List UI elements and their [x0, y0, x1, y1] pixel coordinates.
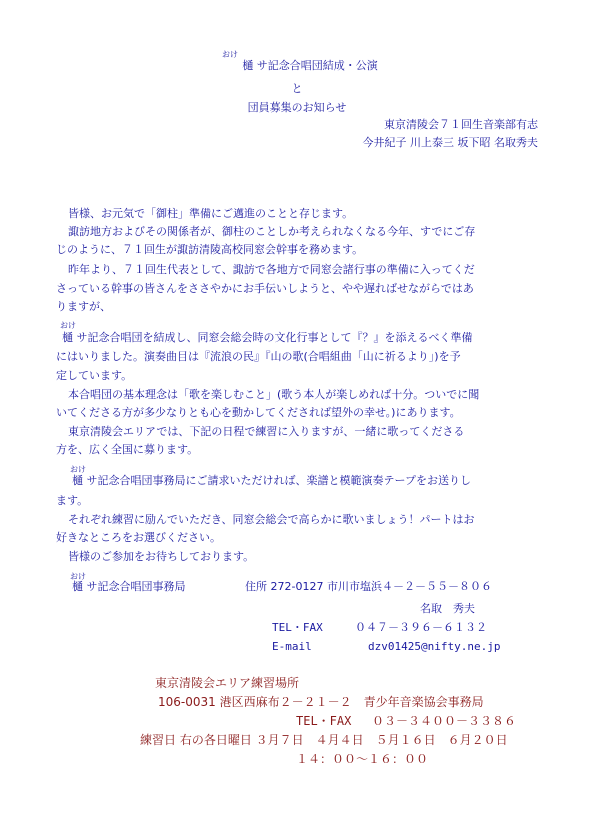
document-subtitle: 団員募集のお知らせ — [247, 101, 347, 114]
title-ruby: おけ — [222, 50, 238, 59]
body-line: 諏訪地方およびその関係者が、御柱のことしか考えられなくなる今年、すでにご存 — [68, 225, 476, 238]
ruby-text: おけ — [60, 321, 76, 330]
body-line: 樋 サ記念合唱団を結成し、同窓会総会時の文化行事として『？』を添えるべく準備 — [62, 331, 473, 344]
body-line: 定しています。 — [56, 369, 133, 382]
ruby-text: おけ — [70, 572, 86, 581]
title-connector: と — [291, 82, 303, 95]
body-line: 好きなところをお選びください。 — [56, 531, 221, 544]
body-line: 樋 サ記念合唱団事務局にご請求いただければ、楽譜と模範演奏テープをお送りし — [72, 474, 471, 487]
body-line: それぞれ練習に励んでいただき、同窓会総会で高らかに歌いましょう！パートはお — [68, 513, 475, 526]
organization: 東京清陵会７１回生音楽部有志 — [384, 118, 538, 131]
venue-tel: ０３－３４００－３３８６ — [372, 714, 517, 728]
body-line: 皆様のご参加をお待ちしております。 — [68, 550, 255, 563]
body-line: にはいりました。演奏曲目は『流浪の民』『山の歌(合唱組曲「山に祈るより」)を予 — [56, 350, 461, 363]
tel-label: TEL・FAX — [272, 621, 323, 634]
email-label: E-mail — [272, 640, 312, 653]
office-name: 樋 サ記念合唱団事務局 — [72, 580, 186, 593]
body-line: いてくださる方が多少なりとも心を動かしてくだされば望外の幸せ。)にあります。 — [56, 406, 461, 419]
office-address: 住所 272-0127 市川市塩浜４－２－５５－８０６ — [245, 580, 492, 593]
body-line: 昨年より、７１回生代表として、諏訪で各地方で同窓会諸行事の準備に入ってくだ — [68, 263, 475, 276]
member-names: 今井紀子 川上泰三 坂下昭 名取秀夫 — [362, 136, 538, 149]
tel-number: ０４７－３９６－６１３２ — [355, 621, 487, 634]
venue-tel-label: TEL・FAX — [296, 714, 352, 728]
body-line: 方を、広く全国に募ります。 — [56, 443, 199, 456]
practice-time: １４：００～１６：００ — [296, 752, 429, 766]
body-line: りますが、 — [56, 300, 111, 313]
body-line: 本合唱団の基本理念は「歌を楽しむこと」(歌う本人が楽しめれば十分。ついでに聞 — [68, 388, 480, 401]
contact-person: 名取 秀夫 — [420, 602, 475, 615]
body-line: 皆様、お元気で「御柱」準備にご邁進のことと存じます。 — [68, 207, 354, 220]
body-line: ます。 — [56, 494, 89, 507]
email-address[interactable]: dzv01425@nifty.ne.jp — [368, 640, 501, 653]
practice-dates: 練習日 右の各日曜日 ３月７日 ４月４日 ５月１６日 ６月２０日 — [140, 733, 508, 747]
venue-title: 東京清陵会エリア練習場所 — [155, 676, 300, 690]
venue-address: 106-0031 港区西麻布２－２１－２ 青少年音楽協会事務局 — [158, 695, 484, 709]
body-line: じのように、７１回生が諏訪清陵高校同窓会幹事を務めます。 — [56, 243, 364, 256]
ruby-text: おけ — [70, 465, 86, 474]
body-line: 東京清陵会エリアでは、下記の日程で練習に入りますが、一緒に歌ってくださる — [68, 425, 465, 438]
document-title: 樋 サ記念合唱団結成・公演 — [242, 59, 378, 72]
body-line: さっている幹事の皆さんをささやかにお手伝いしようと、やや遅ればせながらではあ — [56, 282, 474, 295]
